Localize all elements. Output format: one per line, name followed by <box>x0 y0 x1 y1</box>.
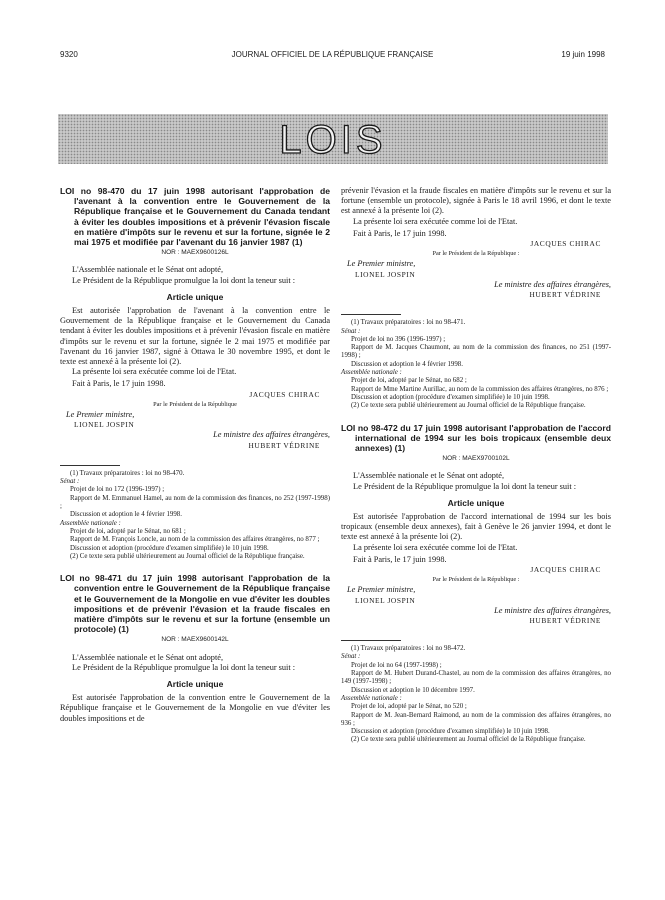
section-title: LOIS <box>279 118 387 162</box>
footnote-line: Sénat : <box>341 327 361 335</box>
law-98-470 <box>60 186 330 561</box>
article-heading: Article unique <box>166 291 224 302</box>
minister-title: Le ministre des affaires étrangères, <box>213 430 330 440</box>
footnote-line: Sénat : <box>341 653 361 661</box>
footnote-line: Discussion et adoption le 4 février 1998. <box>351 360 463 368</box>
minister-title: Le ministre des affaires étrangères, <box>494 279 611 289</box>
article-text-continued: prévenir l'évasion et la fraude fiscales en matière d'impôts sur le revenu et sur la fortune (ensemble un protocole), signée à Paris le 18 avril 1996, et dont le texte est annexé à la présente loi (2). <box>341 186 611 216</box>
execution-clause: La présente loi sera exécutée comme loi de l'Etat. <box>353 216 518 226</box>
footnote-line: Projet de loi, adopté par le Sénat, no 520 ; <box>351 703 467 711</box>
law-98-472 <box>341 423 611 745</box>
footnote-line: Assemblée nationale : <box>60 519 121 527</box>
prime-minister-title: Le Premier ministre, <box>66 410 135 420</box>
footnotes <box>341 645 611 745</box>
president-signature: JACQUES CHIRAC <box>249 389 320 399</box>
left-column <box>60 186 330 724</box>
right-column <box>341 186 611 745</box>
by-president-line: Par le Président de la République : <box>432 250 520 258</box>
by-president-line: Par le Président de la République <box>153 400 237 408</box>
nor-reference: NOR : MAEX9600126L <box>161 249 229 257</box>
enactment-clause: L'Assemblée nationale et le Sénat ont adopté, <box>353 471 505 481</box>
nor-reference: NOR : MAEX9600142L <box>161 636 229 644</box>
footnote-line: (1) Travaux préparatoires : loi no 98-471. <box>351 319 466 327</box>
footnote-line: Discussion et adoption (procédure d'examen simplifiée) le 10 juin 1998. <box>351 393 550 401</box>
place-date: Fait à Paris, le 17 juin 1998. <box>353 228 447 238</box>
article-text: Est autorisée l'approbation de l'avenant à la convention entre le Gouvernement de la République française et le Gouvernement du Canada tendant à éviter les doubles impositions et à prévenir l'évasion fiscale en matière d'impôts sur le revenu et sur la fortune, signée le 2 mai 1975 et modifiée par l'avenant du 16 janvier 1987, signé à Ottawa le 30 novembre 1995, et dont le texte est annexé à la présente loi (2). <box>60 306 330 367</box>
nor-reference: NOR : MAEX9700102L <box>442 455 510 463</box>
footnote-line: (2) Ce texte sera publié ultérieurement au Journal officiel de la République française. <box>351 736 586 744</box>
footnote-line: Rapport de M. Emmanuel Hamel, au nom de la commission des finances, no 252 (1997-1998) ; <box>60 494 330 511</box>
footnote-line: Discussion et adoption (procédure d'examen simplifiée) le 10 juin 1998. <box>70 544 269 552</box>
place-date: Fait à Paris, le 17 juin 1998. <box>72 379 166 389</box>
footnotes <box>341 319 611 410</box>
law-98-471-continued <box>341 186 611 411</box>
footnote-line: Rapport de Mme Martine Aurillac, au nom de la commission des affaires étrangères, no 876 ; <box>351 385 609 393</box>
prime-minister-title: Le Premier ministre, <box>347 259 416 269</box>
footnote-line: Sénat : <box>60 478 80 486</box>
footnote-line: Projet de loi no 172 (1996-1997) ; <box>70 486 165 494</box>
promulgation-clause: Le Président de la République promulgue la loi dont la teneur suit : <box>72 275 296 285</box>
article-heading: Article unique <box>166 678 224 689</box>
law-title: LOI no 98-471 du 17 juin 1998 autorisant l'approbation de la convention entre le Gouvernement de la République française et le Gouvernement de la Mongolie en vue d'éviter les doubles impositions et de prévenir l'évasion et la fraude fiscales en matière d'impôts sur le revenu et sur la fortune (ensemble un protocole) (1) <box>60 573 330 635</box>
president-signature: JACQUES CHIRAC <box>530 564 601 574</box>
place-date: Fait à Paris, le 17 juin 1998. <box>353 554 447 564</box>
footnote-line: Projet de loi no 396 (1996-1997) ; <box>351 335 446 343</box>
prime-minister-name: LIONEL JOSPIN <box>355 595 416 605</box>
section-banner <box>58 114 608 164</box>
promulgation-clause: Le Président de la République promulgue la loi dont la teneur suit : <box>72 662 296 672</box>
article-text-start: Est autorisée l'approbation de la convention entre le Gouvernement de la République française et le Gouvernement de la Mongolie en vue d'éviter les doubles impositions et de <box>60 693 330 723</box>
footnote-line: Rapport de M. Hubert Durand-Chastel, au nom de la commission des affaires étrangères, no 149 (1997-1998) ; <box>341 670 611 686</box>
footnote-line: Rapport de M. Jacques Chaumont, au nom de la commission des finances, no 251 (1997-1998) ; <box>341 344 611 360</box>
footnote-line: Rapport de M. Jean-Bernard Raimond, au nom de la commission des affaires étrangères, no 936 ; <box>341 711 611 727</box>
footnote-line: Rapport de M. François Loncle, au nom de la commission des affaires étrangères, no 877 ; <box>70 536 320 544</box>
footnote-line: Discussion et adoption (procédure d'examen simplifiée) le 10 juin 1998. <box>351 728 550 736</box>
footnote-line: (2) Ce texte sera publié ultérieurement au Journal officiel de la République française. <box>70 552 305 560</box>
footnote-rule <box>341 640 401 641</box>
law-title: LOI no 98-472 du 17 juin 1998 autorisant l'approbation de l'accord international de 1994 sur les bois tropicaux (ensemble deux annexes) (1) <box>341 422 611 453</box>
page-number: 9320 <box>60 50 78 59</box>
minister-name: HUBERT VÉDRINE <box>248 440 320 450</box>
article-heading: Article unique <box>447 497 505 508</box>
execution-clause: La présente loi sera exécutée comme loi de l'Etat. <box>353 542 518 552</box>
footnote-line: (2) Ce texte sera publié ultérieurement au Journal officiel de la République française. <box>351 402 586 410</box>
footnote-line: (1) Travaux préparatoires : loi no 98-470. <box>70 469 185 477</box>
president-signature: JACQUES CHIRAC <box>530 239 601 249</box>
footnote-line: Assemblée nationale : <box>341 694 402 702</box>
article-text: Est autorisée l'approbation de l'accord international de 1994 sur les bois tropicaux (ensemble deux annexes), fait à Genève le 26 janvier 1994, et dont le texte est annexé à la présente loi (2). <box>341 511 611 542</box>
minister-name: HUBERT VÉDRINE <box>529 290 601 300</box>
footnote-rule <box>341 314 401 315</box>
promulgation-clause: Le Président de la République promulgue la loi dont la teneur suit : <box>353 481 577 491</box>
by-president-line: Par le Président de la République : <box>432 576 520 584</box>
issue-date: 19 juin 1998 <box>561 50 605 59</box>
footnote-line: Assemblée nationale : <box>341 369 402 377</box>
prime-minister-name: LIONEL JOSPIN <box>74 420 135 430</box>
footnote-line: (1) Travaux préparatoires : loi no 98-472. <box>351 645 466 653</box>
journal-title: JOURNAL OFFICIEL DE LA RÉPUBLIQUE FRANÇAISE <box>231 50 434 59</box>
prime-minister-name: LIONEL JOSPIN <box>355 269 416 279</box>
law-98-471 <box>60 573 330 724</box>
footnote-line: Projet de loi, adopté par le Sénat, no 682 ; <box>351 377 467 385</box>
footnote-line: Discussion et adoption le 4 février 1998. <box>70 511 182 519</box>
enactment-clause: L'Assemblée nationale et le Sénat ont adopté, <box>72 265 224 275</box>
law-title: LOI no 98-470 du 17 juin 1998 autorisant l'approbation de l'avenant à la convention entre le Gouvernement de la République française et le Gouvernement du Canada tendant à éviter les doubles impositions et à prévenir l'évasion fiscale en matière d'impôts sur le revenu et sur la fortune, signée le 2 mai 1975 et modifiée par l'avenant du 16 janvier 1987 (1) <box>60 186 330 248</box>
footnotes <box>60 470 330 561</box>
minister-title: Le ministre des affaires étrangères, <box>494 605 611 615</box>
minister-name: HUBERT VÉDRINE <box>529 615 601 625</box>
execution-clause: La présente loi sera exécutée comme loi de l'Etat. <box>72 367 237 377</box>
enactment-clause: L'Assemblée nationale et le Sénat ont adopté, <box>72 652 224 662</box>
footnote-rule <box>60 465 120 466</box>
footnote-line: Projet de loi no 64 (1997-1998) ; <box>351 661 442 669</box>
footnote-line: Discussion et adoption le 10 décembre 1997. <box>351 686 475 694</box>
footnote-line: Projet de loi, adopté par le Sénat, no 681 ; <box>70 527 186 535</box>
prime-minister-title: Le Premier ministre, <box>347 585 416 595</box>
